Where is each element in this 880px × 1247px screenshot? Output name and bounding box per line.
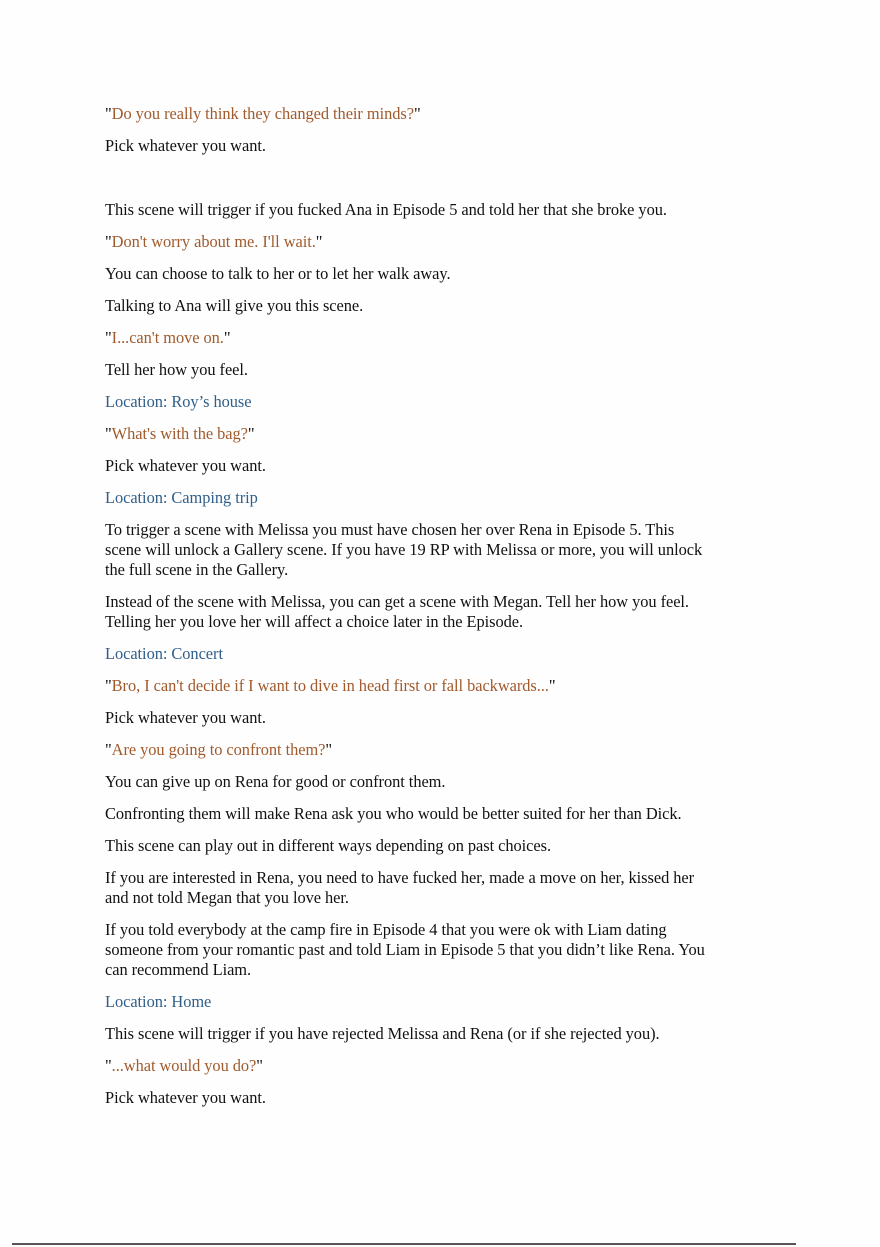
footer-text-clipped (797, 1239, 880, 1247)
document-page (105, 104, 713, 1120)
body-text: This scene can play out in different ways depending on past choices. (105, 836, 551, 855)
quote-mark: " (105, 676, 112, 695)
footer-rule (12, 1243, 796, 1245)
location-heading: Location: Concert (105, 644, 223, 663)
body-text: Talking to Ana will give you this scene. (105, 296, 364, 315)
dialogue-line (105, 104, 713, 124)
dialogue-line (105, 740, 713, 760)
quote-mark: " (247, 424, 255, 443)
location-heading: Location: Camping trip (105, 488, 258, 507)
dialogue-line (105, 676, 713, 696)
quote-mark: " (325, 740, 333, 759)
dialogue-text: Don't worry about me. I'll wait. (111, 232, 316, 251)
body-text: This scene will trigger if you have rejected Melissa and Rena (or if she rejected you). (105, 1024, 660, 1043)
dialogue-text: ...what would you do? (111, 1056, 257, 1075)
dialogue-line (105, 232, 713, 252)
body-text: Pick whatever you want. (105, 136, 266, 155)
body-text: Pick whatever you want. (105, 456, 266, 475)
dialogue-text: Do you really think they changed their minds? (111, 104, 414, 123)
quote-mark: " (105, 328, 112, 347)
body-text: You can give up on Rena for good or confront them. (105, 772, 446, 791)
body-text: You can choose to talk to her or to let her walk away. (105, 264, 451, 283)
dialogue-line (105, 1056, 713, 1076)
dialogue-line (105, 328, 713, 348)
body-text: Confronting them will make Rena ask you who would be better suited for her than Dick. (105, 804, 682, 823)
body-text: Instead of the scene with Melissa, you can get a scene with Megan. Tell her how you feel. Telling her you love her will affect a choice later in the Episode. (105, 592, 689, 631)
location-heading: Location: Roy’s house (105, 392, 252, 411)
quote-mark: " (105, 1056, 112, 1075)
body-text: To trigger a scene with Melissa you must have chosen her over Rena in Episode 5. This scene will unlock a Gallery scene. If you have 19 RP with Melissa or more, you will unlock the full scene in the Gallery. (105, 520, 703, 579)
body-text: Pick whatever you want. (105, 1088, 266, 1107)
body-text: This scene will trigger if you fucked Ana in Episode 5 and told her that she broke you. (105, 200, 667, 219)
quote-mark: " (105, 232, 112, 251)
dialogue-text: What's with the bag? (111, 424, 248, 443)
quote-mark: " (315, 232, 323, 251)
quote-mark: " (105, 424, 112, 443)
quote-mark: " (105, 740, 112, 759)
dialogue-text: I...can't move on. (111, 328, 224, 347)
quote-mark: " (256, 1056, 263, 1075)
quote-mark: " (548, 676, 556, 695)
body-text: Pick whatever you want. (105, 708, 266, 727)
dialogue-text: Bro, I can't decide if I want to dive in head first or fall backwards... (111, 676, 549, 695)
location-heading: Location: Home (105, 992, 212, 1011)
section-gap (105, 168, 713, 200)
quote-mark: " (105, 104, 112, 123)
dialogue-text: Are you going to confront them? (111, 740, 326, 759)
body-text: If you told everybody at the camp fire in Episode 4 that you were ok with Liam dating someone from your romantic past and told Liam in Episode 5 that you didn’t like Rena. You can recommend Liam. (105, 920, 705, 979)
dialogue-line (105, 424, 713, 444)
body-text: If you are interested in Rena, you need to have fucked her, made a move on her, kissed her and not told Megan that you love her. (105, 868, 695, 907)
quote-mark: " (413, 104, 421, 123)
quote-mark: " (223, 328, 231, 347)
body-text: Tell her how you feel. (105, 360, 248, 379)
